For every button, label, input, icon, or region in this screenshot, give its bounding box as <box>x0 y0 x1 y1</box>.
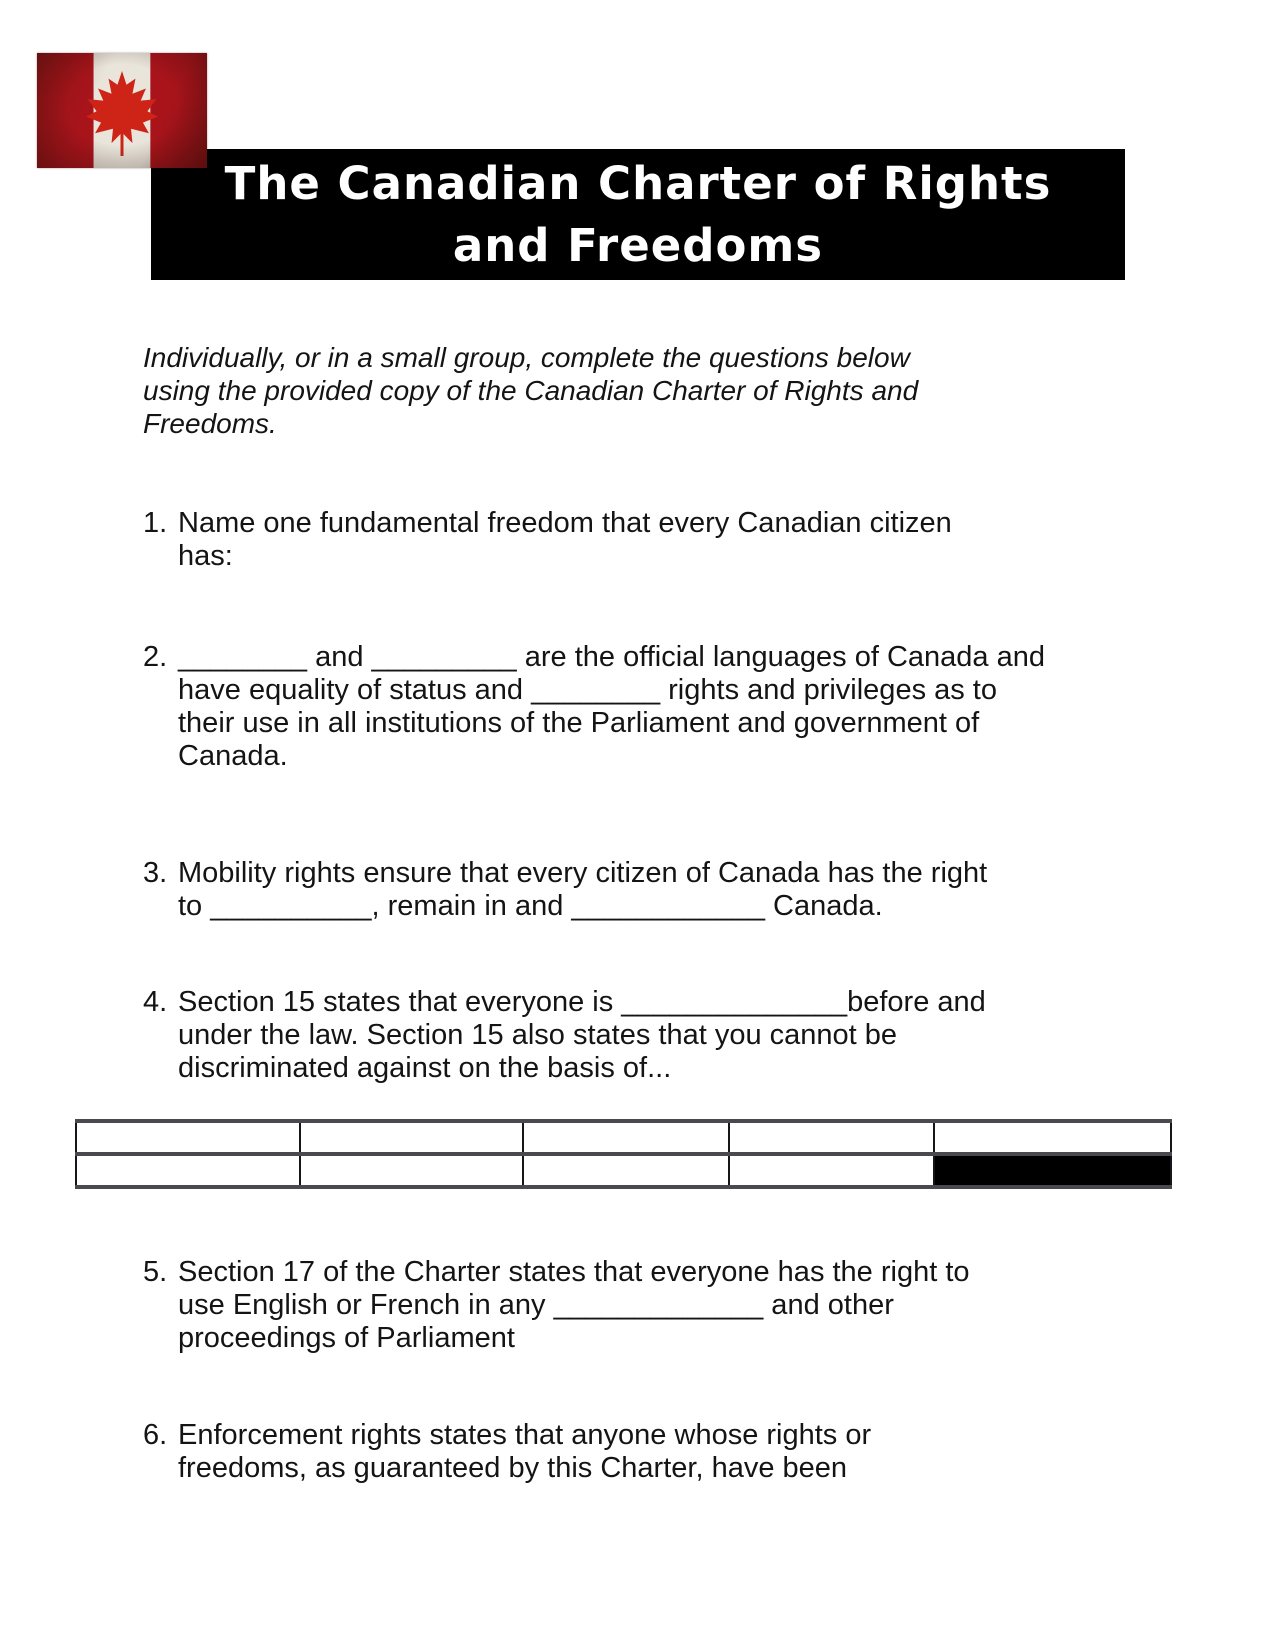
question-line: Section 15 states that everyone is ______________before and <box>178 986 986 1018</box>
question-4 <box>143 986 986 1085</box>
canada-flag-icon <box>37 53 207 168</box>
page-title-line-2: and Freedoms <box>452 218 824 272</box>
intro-line: Freedoms. <box>143 408 277 439</box>
table-cell <box>300 1121 522 1154</box>
question-number: 5. <box>143 1256 168 1288</box>
question-number: 3. <box>143 857 168 889</box>
question-3 <box>143 857 987 923</box>
question-line: discriminated against on the basis of... <box>178 1052 672 1084</box>
question-line: Name one fundamental freedom that every Canadian citizen <box>178 507 952 539</box>
page-title-line-1: The Canadian Charter of Rights <box>224 156 1052 210</box>
table-cell <box>76 1154 300 1187</box>
category-table-body <box>76 1121 1171 1187</box>
table-cell <box>729 1121 935 1154</box>
question-line: ________ and _________ are the official languages of Canada and <box>178 641 1045 673</box>
intro-line: using the provided copy of the Canadian Charter of Rights and <box>143 375 919 406</box>
table-row <box>76 1121 1171 1154</box>
question-line: their use in all institutions of the Parliament and government of <box>178 707 980 739</box>
question-6 <box>143 1419 871 1485</box>
table-cell <box>523 1121 729 1154</box>
table-row <box>76 1154 1171 1187</box>
question-line: under the law. Section 15 also states that you cannot be <box>178 1019 898 1051</box>
question-line: Canada. <box>178 740 288 772</box>
question-number: 1. <box>143 507 168 539</box>
table-cell-filled <box>934 1154 1171 1187</box>
question-line: to __________, remain in and ____________ Canada. <box>178 890 883 922</box>
intro-paragraph <box>143 341 918 440</box>
question-2 <box>143 641 1045 773</box>
question-line: has: <box>178 540 233 572</box>
question-5 <box>143 1256 970 1355</box>
question-line: Mobility rights ensure that every citizen of Canada has the right <box>178 857 988 889</box>
question-line: Section 17 of the Charter states that everyone has the right to <box>178 1256 970 1288</box>
intro-line: Individually, or in a small group, complete the questions below <box>143 342 910 373</box>
question-number: 4. <box>143 986 168 1018</box>
question-number: 6. <box>143 1419 168 1451</box>
question-1 <box>143 507 952 573</box>
canada-flag-image <box>37 53 207 168</box>
table-cell <box>76 1121 300 1154</box>
question-line: freedoms, as guaranteed by this Charter, have been <box>178 1452 848 1484</box>
table-cell <box>300 1154 522 1187</box>
category-table <box>75 1119 1172 1189</box>
table-cell <box>934 1121 1171 1154</box>
question-line: Enforcement rights states that anyone whose rights or <box>178 1419 872 1451</box>
question-line: have equality of status and ________ rights and privileges as to <box>178 674 997 706</box>
question-line: use English or French in any _____________ and other <box>178 1289 894 1321</box>
table-cell <box>729 1154 935 1187</box>
table-cell <box>523 1154 729 1187</box>
title-banner <box>151 149 1125 280</box>
question-number: 2. <box>143 641 168 673</box>
question-line: proceedings of Parliament <box>178 1322 515 1354</box>
